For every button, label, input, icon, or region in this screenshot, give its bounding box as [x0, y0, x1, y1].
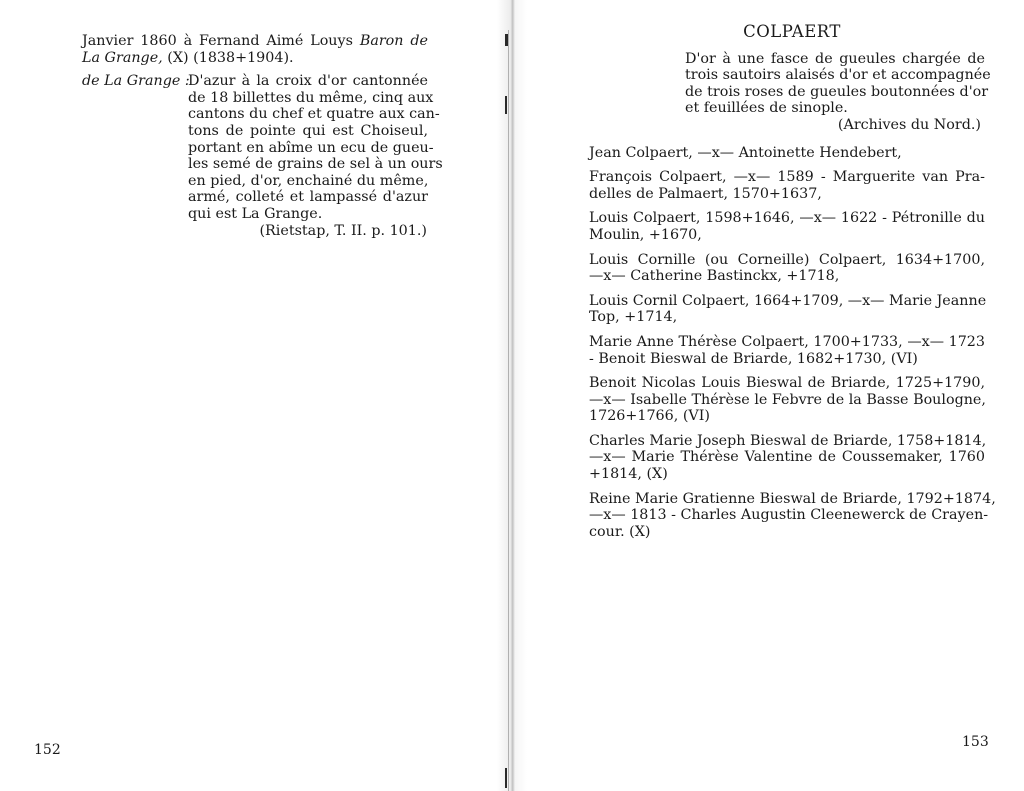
left-page: [82, 33, 443, 239]
arms-line: en pied, d'or, enchainé du même,: [188, 172, 429, 189]
genealogy-line: - Benoit Bieswal de Briarde, 1682+1730, (VI): [589, 350, 918, 367]
arms-line: D'azur à la croix d'or cantonnée: [188, 73, 428, 90]
colpaert-arms: [685, 50, 991, 117]
genealogy-entry: [589, 375, 985, 425]
arms-line: portant en abîme un ecu de gueu-: [188, 139, 434, 156]
arms-line: D'or à une fasce de gueules chargée de: [685, 50, 985, 67]
genealogy-line: delles de Palmaert, 1570+1637,: [589, 185, 822, 202]
entry-line-1: [82, 33, 428, 50]
arms-line: et feuillées de sinople.: [685, 100, 848, 117]
right-page: [589, 22, 996, 548]
page-number-left: 152: [34, 742, 61, 758]
arms-line: de 18 billettes du même, cinq aux: [188, 89, 434, 106]
family-title: COLPAERT: [743, 22, 841, 41]
genealogy-line: Reine Marie Gratienne Bieswal de Briarde, 1792+1874,: [589, 490, 996, 507]
arms-line: cantons du chef et quatre aux can-: [188, 106, 440, 123]
genealogy-line: Top, +1714,: [589, 309, 678, 326]
gutter-mark: [505, 96, 507, 114]
arms-description: [188, 73, 443, 222]
genealogy-entry: [589, 210, 985, 243]
arms-label: de La Grange :: [82, 73, 190, 90]
gutter-fold-line: [508, 30, 509, 791]
genealogy-entry: [589, 169, 985, 202]
la-grange-arms: [82, 73, 443, 239]
genealogy-line: Jean Colpaert, —x— Antoinette Hendebert,: [589, 144, 902, 161]
genealogy-line: +1814, (X): [589, 466, 668, 483]
genealogy-entry: [589, 293, 985, 326]
genealogy-line: cour. (X): [589, 523, 651, 540]
genealogy-line: Louis Cornil Colpaert, 1664+1709, —x— Marie Jeanne: [589, 292, 987, 309]
arms-line: de trois roses de gueules boutonnées d'or: [685, 83, 989, 100]
genealogy-line: —x— 1813 - Charles Augustin Cleenewerck de Crayen-: [589, 507, 989, 524]
entry-dates: (X) (1838+1904).: [167, 49, 294, 66]
genealogy-line: Benoit Nicolas Louis Bieswal de Briarde, 1725+1790,: [589, 375, 985, 392]
genealogy-line: Moulin, +1670,: [589, 226, 702, 243]
arms-line: qui est La Grange.: [188, 205, 323, 222]
genealogy-line: —x— Marie Thérèse Valentine de Coussemaker, 1760: [589, 449, 985, 466]
source-citation: (Rietstap, T. II. p. 101.): [259, 222, 427, 239]
genealogy-list: [589, 144, 996, 541]
genealogy-line: Marie Anne Thérèse Colpaert, 1700+1733, —x— 1723: [589, 333, 985, 350]
genealogy-line: Charles Marie Joseph Bieswal de Briarde, 1758+1814,: [589, 432, 987, 449]
genealogy-entry: [589, 252, 985, 285]
genealogy-line: Louis Cornille (ou Corneille) Colpaert, 1634+1700,: [589, 251, 985, 268]
entry-title-italic: La Grange,: [82, 49, 163, 66]
genealogy-line: Louis Colpaert, 1598+1646, —x— 1622 - Pétronille du: [589, 210, 985, 227]
arms-line: armé, colleté et lampassé d'azur: [188, 189, 428, 206]
arms-line: les semé de grains de sel à un ours: [188, 156, 443, 173]
entry-title-italic: Baron de: [359, 33, 428, 49]
genealogy-line: —x— Isabelle Thérèse le Febvre de la Basse Boulogne,: [589, 391, 986, 408]
genealogy-line: François Colpaert, —x— 1589 - Marguerite van Pra-: [589, 169, 985, 186]
arms-line: trois sautoirs alaisés d'or et accompagnée: [685, 67, 991, 84]
genealogy-entry: [589, 145, 985, 162]
entry-line-2: [82, 50, 428, 67]
book-gutter: [497, 0, 527, 791]
gutter-mark: [505, 768, 507, 788]
gutter-mark: [505, 34, 508, 46]
genealogy-entry: [589, 490, 996, 541]
genealogy-line: 1726+1766, (VI): [589, 408, 710, 425]
page-number-right: 153: [962, 734, 989, 750]
source-citation: (Archives du Nord.): [837, 116, 981, 133]
entry-text: Janvier 1860 à Fernand Aimé Louys: [82, 33, 353, 49]
genealogy-entry: [589, 433, 985, 483]
genealogy-entry: [589, 334, 985, 367]
arms-line: tons de pointe qui est Choiseul,: [188, 122, 428, 139]
genealogy-line: —x— Catherine Bastinckx, +1718,: [589, 268, 840, 285]
marriage-entry: [82, 33, 428, 66]
